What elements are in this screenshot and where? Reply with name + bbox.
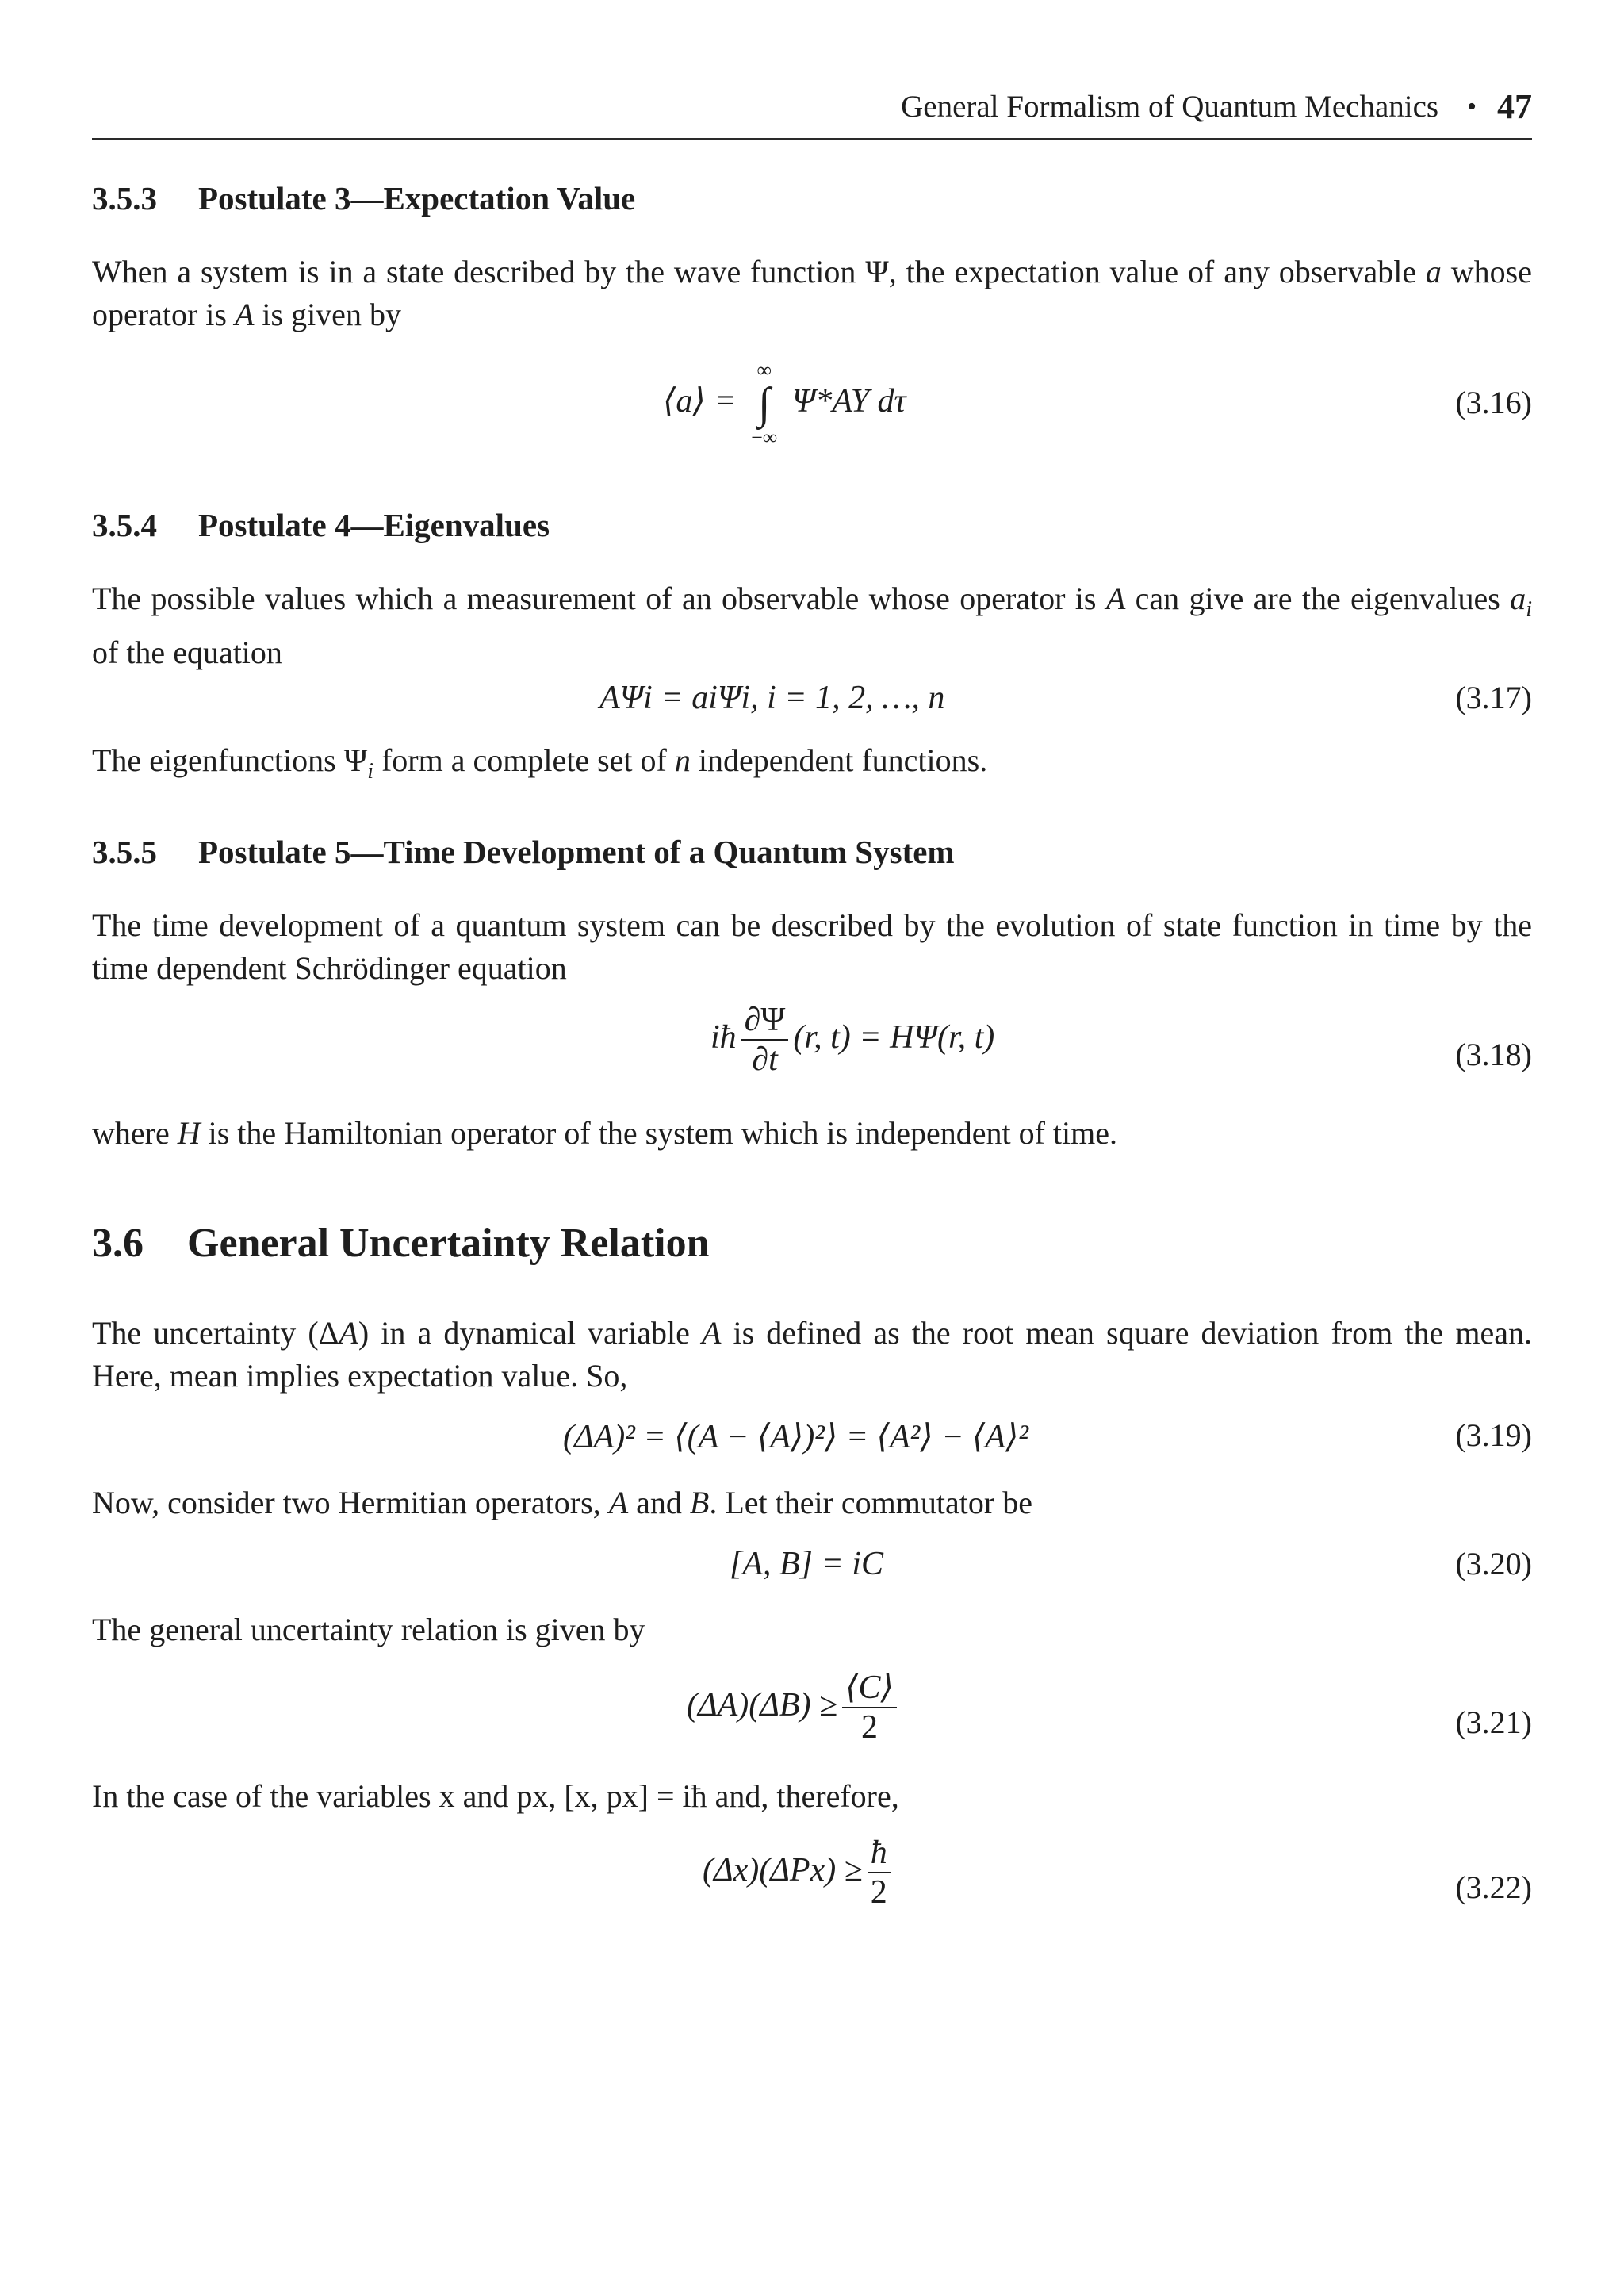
eq-body: (ΔA)² = ⟨(A − ⟨A⟩)²⟩ = ⟨A²⟩ − ⟨A⟩² [563,1419,1028,1455]
equation-number: (3.18) [1455,1037,1532,1072]
fraction-numerator: ∂Ψ [741,1001,789,1041]
paragraph-position-momentum [92,1775,1532,1818]
equation-number: (3.16) [1455,385,1532,420]
equation-number: (3.17) [1455,680,1532,715]
text-run: . Let their commutator be [709,1485,1032,1520]
eq-body: [A, B] = iC [730,1546,884,1582]
upper-limit: ∞ [756,358,772,381]
text-run: The uncertainty (Δ [92,1315,339,1351]
equation-number: (3.21) [1455,1704,1532,1740]
integral-sign: ∞ ∫ −∞ [751,358,778,449]
text-run: independent functions. [690,742,988,778]
eq-lhs: ⟨a⟩ = [663,383,737,420]
paragraph-text: The time development of a quantum system can be described by the evolution of state function in time by the time dependent Schrödinger equation [92,907,1532,986]
fraction-numerator: ħ [868,1834,891,1873]
fraction-denominator: 2 [870,1874,887,1911]
section-title: Postulate 4—Eigenvalues [198,507,550,543]
section-number: 3.5.4 [92,507,157,543]
equation-3-21 [92,1669,1532,1772]
section-heading-3-5-4 [92,506,1532,544]
running-header [92,89,1532,140]
paragraph-uncertainty [92,1312,1532,1397]
equation-3-22 [92,1834,1532,1937]
eq-integrand: Ψ*AY dτ [791,383,906,420]
fraction-numerator: ⟨C⟩ [842,1669,897,1708]
var-A: A [701,1315,722,1351]
text-run: is given by [254,297,401,332]
paragraph-postulate-3 [92,251,1532,336]
fraction [741,1001,789,1079]
text-run: The possible values which a measurement of an observable whose operator is [92,581,1106,616]
var-a: a [1510,581,1526,616]
var-A: A [1105,581,1126,616]
paragraph-postulate-4 [92,577,1532,674]
fraction-denominator: ∂t [752,1041,778,1079]
bullet-icon: • [1467,92,1477,121]
text-run: ) in a dynamical variable [358,1315,702,1351]
var-a: a [1425,254,1442,289]
equation-number: (3.20) [1455,1546,1532,1581]
section-title: Postulate 5—Time Development of a Quantum System [198,834,955,870]
equation-3-16 [92,336,1532,463]
paragraph-general-relation [92,1608,1532,1651]
text-run: The eigenfunctions [92,742,344,778]
running-head-title: General Formalism of Quantum Mechanics [901,90,1439,124]
text-run: of the equation [92,635,282,670]
text-run: is defined as the root mean square deviation from the mean. Here, mean implies expectation value. So, [92,1315,1532,1394]
section-heading-3-6 [92,1220,1532,1267]
equation-3-18 [92,1001,1532,1104]
section-title: General Uncertainty Relation [187,1221,710,1266]
text-run: , the expectation value of any observable [888,254,1426,289]
eq-body: AΨi = aiΨi, i = 1, 2, …, n [599,680,945,716]
paragraph-eigenfunctions [92,739,1532,793]
text-run: is the Hamiltonian operator of the system which is independent of time. [200,1115,1118,1151]
var-A: A [339,1315,358,1351]
paragraph-commutator [92,1482,1532,1524]
page [92,0,1532,2285]
paragraph-text: In the case of the variables x and px, [x, px] = iħ and, therefore, [92,1778,899,1814]
eq-rest: (r, t) = HΨ(r, t) [793,1018,995,1056]
text-run: When a system is in a state described by the wave function [92,254,866,289]
var-A: A [234,297,255,332]
text-run: where [92,1115,178,1151]
fraction [842,1669,897,1747]
psi-symbol: Ψ [865,254,889,289]
var-A: A [608,1485,629,1520]
subscript-i: i [1526,597,1532,622]
paragraph-text: The general uncertainty relation is given by [92,1612,645,1647]
section-number: 3.5.3 [92,180,157,217]
paragraph-hamiltonian [92,1112,1532,1155]
equation-3-20 [92,1545,1532,1589]
eq-lhs: (ΔA)(ΔB) ≥ [687,1686,838,1723]
text-run: can give are the eigenvalues [1125,581,1511,616]
page-number: 47 [1497,87,1532,126]
eq-lhs: (Δx)(ΔPx) ≥ [703,1851,863,1888]
var-H: H [177,1115,201,1151]
text-run: form a complete set of [373,742,675,778]
equation-number: (3.22) [1455,1869,1532,1905]
text-run: Now, consider two Hermitian operators, [92,1485,609,1520]
paragraph-postulate-5 [92,904,1532,990]
var-n: n [674,742,691,778]
section-title: Postulate 3—Expectation Value [198,180,636,217]
equation-3-19 [92,1417,1532,1461]
psi-symbol: Ψ [343,742,368,778]
var-B: B [689,1485,710,1520]
lower-limit: −∞ [751,425,778,449]
section-number: 3.6 [92,1221,144,1266]
fraction-denominator: 2 [861,1709,878,1746]
subscript-i: i [367,759,373,784]
text-run: and [628,1485,690,1520]
fraction [868,1834,891,1912]
eq-prefix: iħ [710,1018,737,1056]
section-heading-3-5-5 [92,833,1532,871]
equation-3-17 [92,679,1532,723]
text-run: whose operator is [92,254,1532,332]
equation-number: (3.19) [1455,1417,1532,1453]
section-number: 3.5.5 [92,834,157,870]
section-heading-3-5-3 [92,179,1532,217]
